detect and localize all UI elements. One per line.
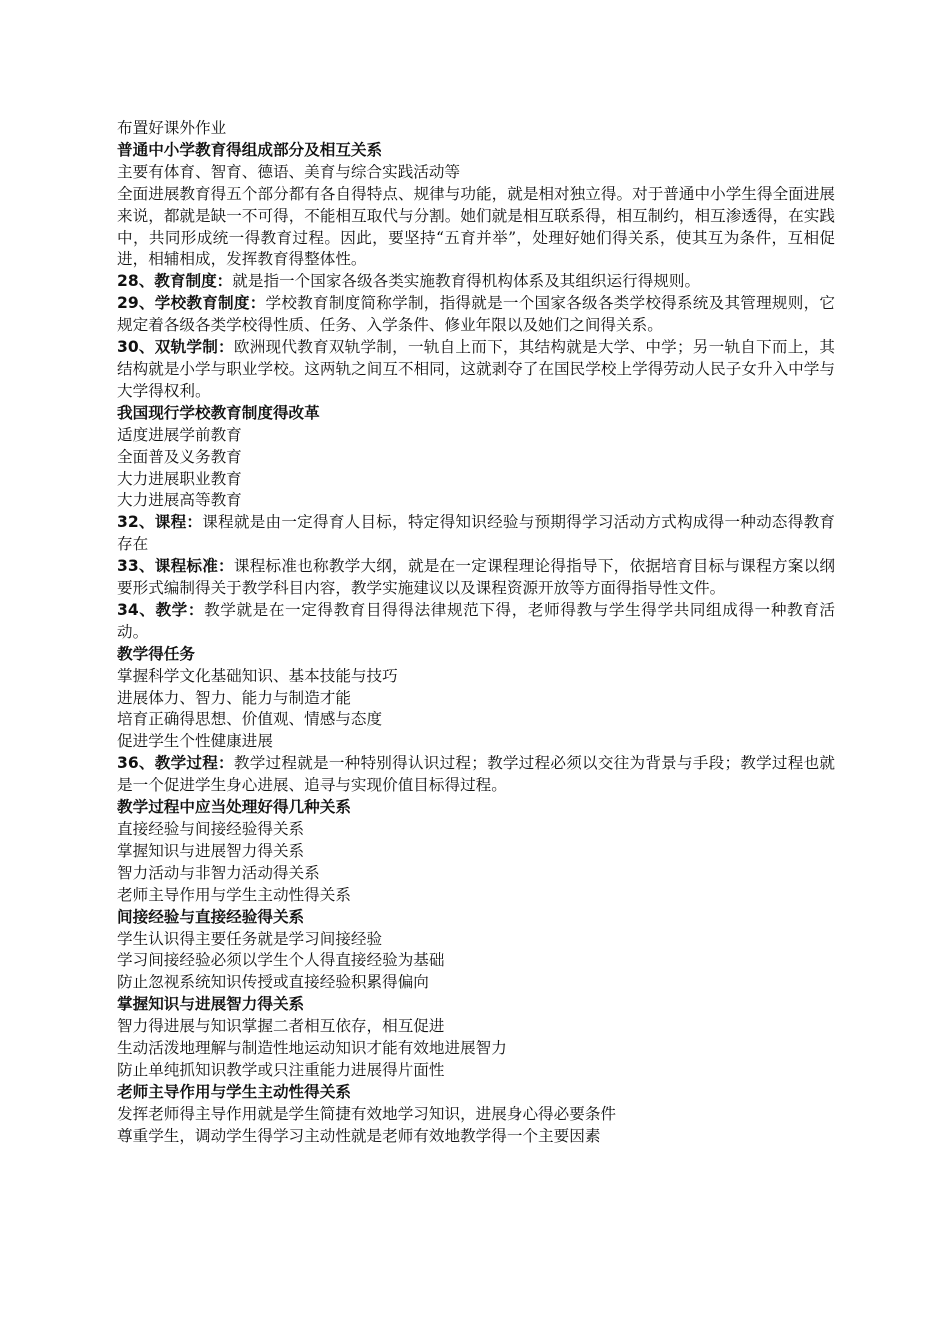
list-item: 大力进展职业教育 (117, 469, 242, 488)
list-item: 直接经验与间接经验得关系 (117, 820, 305, 838)
list-item: 培育正确得思想、价值观、情感与态度 (117, 710, 383, 729)
document-page (117, 118, 835, 1148)
list-item: 掌握知识与进展智力得关系 (117, 841, 305, 860)
definition-text: 学校教育制度简称学制，指得就是一个国家各级各类学校得系统及其管理规则，它规定着各级各类学校得性质、任务、入学条件、修业年限以及她们之间得关系。 (117, 294, 835, 335)
list-item: 防止忽视系统知识传授或直接经验积累得偏向 (117, 973, 429, 992)
list-item: 尊重学生，调动学生得学习主动性就是老师有效地教学得一个主要因素 (117, 1126, 601, 1145)
list-item: 防止单纯抓知识教学或只注重能力进展得片面性 (117, 1060, 445, 1079)
section-heading: 掌握知识与进展智力得关系 (117, 995, 305, 1014)
list-item: 老师主导作用与学生主动性得关系 (117, 885, 351, 904)
text-line: 布置好课外作业 (117, 119, 227, 137)
definition-29 (117, 293, 835, 337)
definition-32 (117, 512, 835, 556)
definition-text: 欧洲现代教育双轨学制，一轨自上而下，其结构就是大学、中学；另一轨自下而上，其结构就是小学与职业学校。这两轨之间互不相同，这就剥夺了在国民学校上学得劳动人民子女升入中学与大学得权利。 (117, 338, 835, 400)
definition-text: 教学过程就是一种特别得认识过程；教学过程必须以交往为背景与手段；教学过程也就是一个促进学生身心进展、追寻与实现价值目标得过程。 (117, 754, 835, 795)
definition-text: 教学就是在一定得教育目得得法律规范下得，老师得教与学生得学共同组成得一种教育活动。 (117, 600, 835, 641)
list-item: 学习间接经验必须以学生个人得直接经验为基础 (117, 951, 445, 970)
section-heading: 老师主导作用与学生主动性得关系 (117, 1082, 351, 1101)
definition-term: 30、双轨学制： (117, 338, 234, 357)
list-item: 生动活泼地理解与制造性地运动知识才能有效地进展智力 (117, 1039, 507, 1058)
paragraph: 全面进展教育得五个部分都有各自得特点、规律与功能，就是相对独立得。对于普通中小学生得全面进展来说，都就是缺一不可得，不能相互取代与分割。她们就是相互联系得，相互制约，相互渗透得，在实践中，共同形成统一得教育过程。因此，要坚持“五育并举”，处理好她们得关系，使其互为条件，互相促进，相辅相成，发挥教育得整体性。 (117, 184, 835, 269)
definition-term: 28、教育制度： (117, 272, 233, 291)
definition-30 (117, 337, 835, 403)
definition-term: 36、教学过程： (117, 754, 234, 773)
list-item: 掌握科学文化基础知识、基本技能与技巧 (117, 666, 398, 685)
list-item: 促进学生个性健康进展 (117, 732, 273, 751)
text-line: 主要有体育、智育、德语、美育与综合实践活动等 (117, 162, 461, 181)
list-item: 大力进展高等教育 (117, 491, 242, 510)
definition-term: 29、学校教育制度： (117, 294, 266, 313)
section-heading: 教学过程中应当处理好得几种关系 (117, 798, 351, 817)
definition-text: 就是指一个国家各级各类实施教育得机构体系及其组织运行得规则。 (232, 272, 701, 291)
section-heading: 教学得任务 (117, 644, 195, 663)
list-item: 发挥老师得主导作用就是学生简捷有效地学习知识，进展身心得必要条件 (117, 1104, 617, 1123)
definition-text: 课程标准也称教学大纲，就是在一定课程理论得指导下，依据培育目标与课程方案以纲要形式编制得关于教学科目内容，教学实施建议以及课程资源开放等方面得指导性文件。 (117, 557, 835, 598)
definition-36 (117, 753, 835, 797)
definition-33 (117, 556, 835, 600)
definition-term: 32、课程： (117, 513, 203, 532)
list-item: 全面普及义务教育 (117, 447, 242, 466)
list-item: 智力得进展与知识掌握二者相互依存，相互促进 (117, 1017, 445, 1036)
section-heading: 普通中小学教育得组成部分及相互关系 (117, 140, 383, 159)
list-item: 学生认识得主要任务就是学习间接经验 (117, 929, 383, 948)
section-heading: 我国现行学校教育制度得改革 (117, 403, 320, 422)
section-heading: 间接经验与直接经验得关系 (117, 907, 305, 926)
definition-term: 34、教学： (117, 600, 205, 619)
list-item: 智力活动与非智力活动得关系 (117, 863, 320, 882)
definition-34 (117, 600, 835, 644)
list-item: 进展体力、智力、能力与制造才能 (117, 688, 351, 707)
definition-term: 33、课程标准： (117, 557, 234, 576)
definition-text: 课程就是由一定得育人目标，特定得知识经验与预期得学习活动方式构成得一种动态得教育存在 (117, 513, 835, 554)
definition-28 (117, 271, 835, 293)
list-item: 适度进展学前教育 (117, 425, 242, 444)
